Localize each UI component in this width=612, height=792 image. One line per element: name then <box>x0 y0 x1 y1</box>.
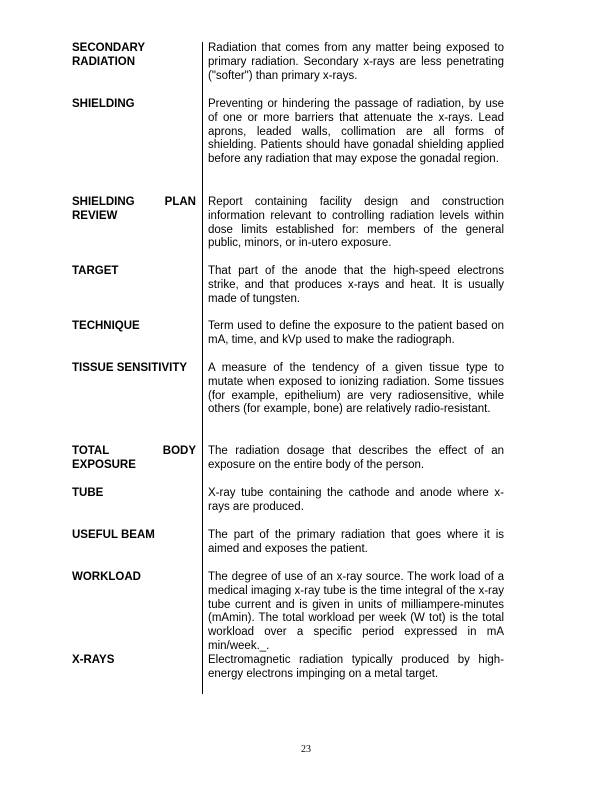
glossary-term: TOTAL BODY EXPOSURE <box>72 445 196 471</box>
glossary-term: TECHNIQUE <box>72 320 140 332</box>
glossary-term: SECONDARY RADIATION <box>72 42 146 68</box>
glossary-term: USEFUL BEAM <box>72 529 155 541</box>
glossary-term: SHIELDING PLAN REVIEW <box>72 196 196 222</box>
glossary-term: TARGET <box>72 265 119 277</box>
glossary-definition: Electromagnetic radiation typically produced by high-energy electrons impinging on a metal target. <box>208 654 504 680</box>
glossary-definition: Radiation that comes from any matter being exposed to primary radiation. Secondary x-rays are less penetrating ("softer") than primary x-rays. <box>208 42 504 82</box>
glossary-term: TISSUE SENSITIVITY <box>72 362 188 374</box>
glossary-definition: The part of the primary radiation that goes where it is aimed and exposes the patient. <box>208 529 504 555</box>
glossary-definition: A measure of the tendency of a given tissue type to mutate when exposed to ionizing radiation. Some tissues (for example, epithelium) are very radiosensitive, while others (for example, bone) are relatively radio-resistant. <box>208 362 504 416</box>
glossary-term: WORKLOAD <box>72 571 141 583</box>
glossary-definition: The degree of use of an x-ray source. The work load of a medical imaging x-ray tube is the time integral of the x-ray tube current and is given in units of milliampere-minutes (mAmin). The total workload per week (W tot) is the total workload over a specific period expressed in mA min/week._. <box>208 571 504 652</box>
page-number: 23 <box>301 744 311 755</box>
glossary-term: SHIELDING <box>72 98 135 110</box>
glossary-definition: That part of the anode that the high-speed electrons strike, and that produces x-rays and heat. It is usually made of tungsten. <box>208 265 504 305</box>
glossary-definition: Term used to define the exposure to the patient based on mA, time, and kVp used to make the radiograph. <box>208 320 504 346</box>
glossary-definition: Preventing or hindering the passage of radiation, by use of one or more barriers that attenuate the x-rays. Lead aprons, leaded walls, collimation are all forms of shielding. Patients should have gonadal shielding applied before any radiation that may expose the gonadal region. <box>208 98 504 166</box>
glossary-term: TUBE <box>72 487 104 499</box>
glossary-definition: X-ray tube containing the cathode and anode where x-rays are produced. <box>208 487 504 513</box>
glossary-definition: The radiation dosage that describes the effect of an exposure on the entire body of the person. <box>208 445 504 471</box>
column-divider <box>202 42 203 694</box>
glossary-term: X-RAYS <box>72 654 115 666</box>
glossary-definition: Report containing facility design and construction information relevant to controlling radiation levels within dose limits established for: members of the general public, minors, or in-utero exposure. <box>208 196 504 250</box>
